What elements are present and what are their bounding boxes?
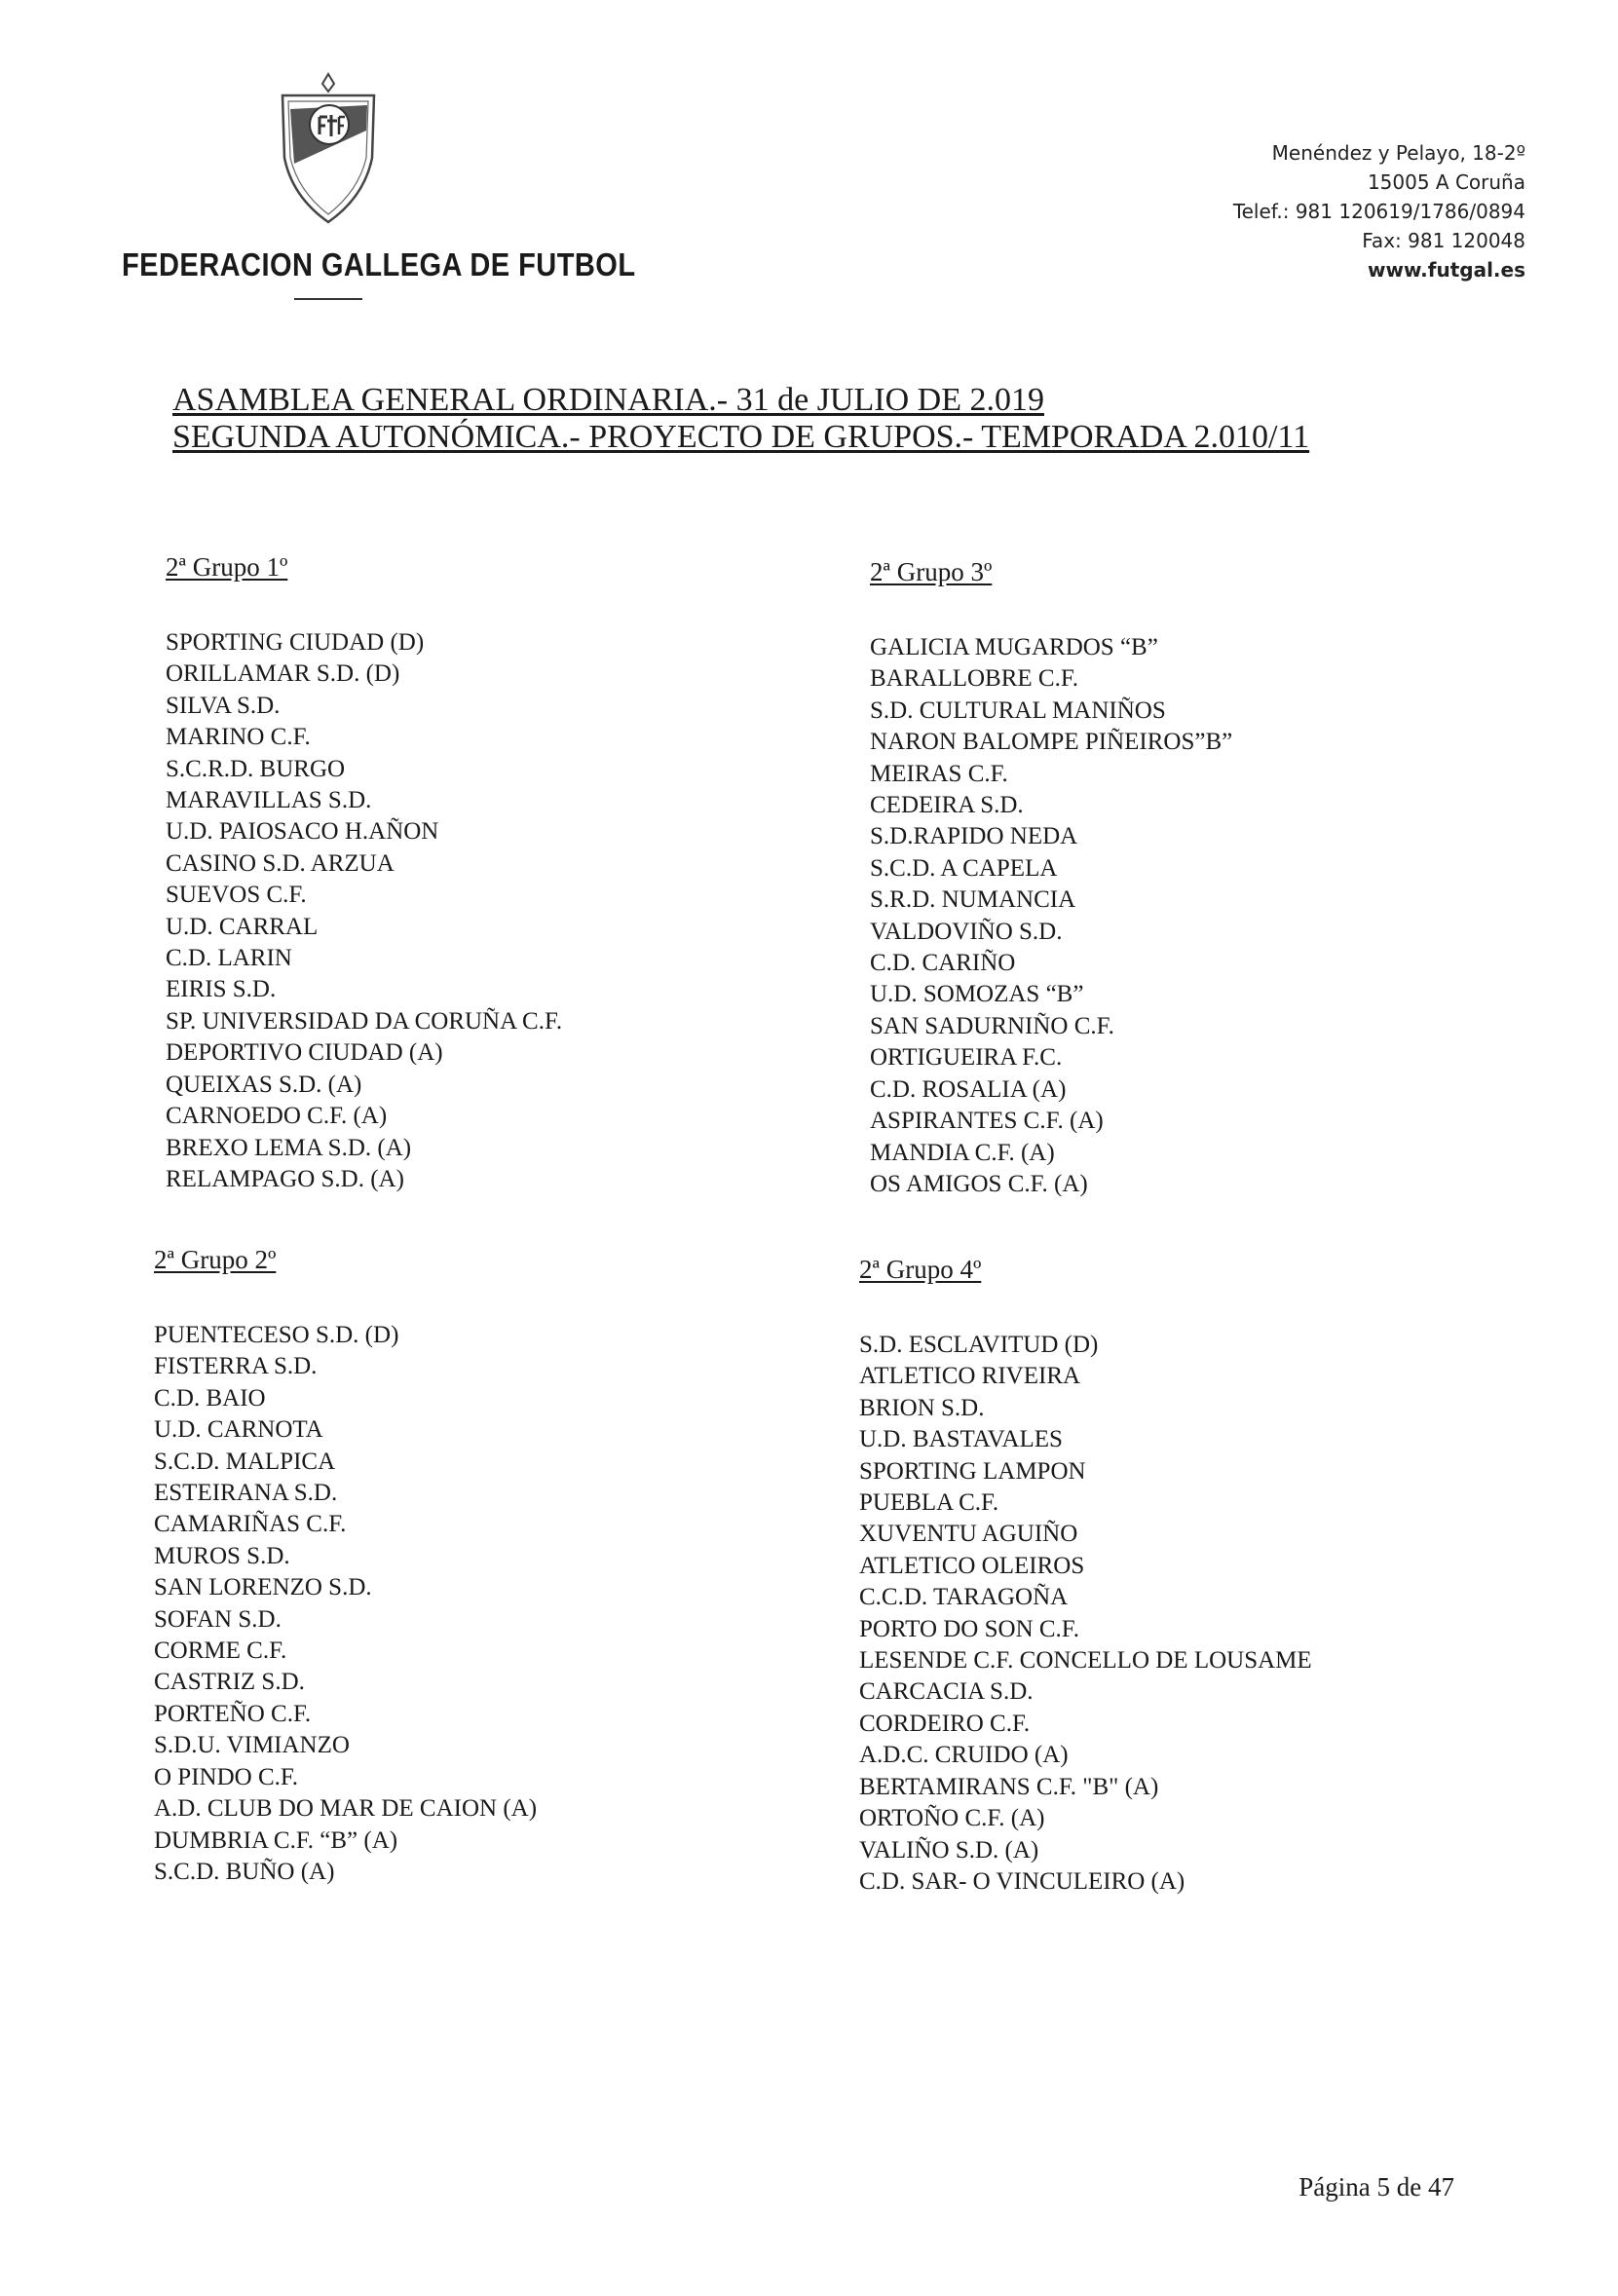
team-item: S.C.D. MALPICA	[154, 1448, 336, 1475]
address-city: 15005 A Coruña	[1367, 170, 1525, 194]
team-item: MUROS S.D.	[154, 1542, 290, 1569]
address-street: Menéndez y Pelayo, 18-2º	[1271, 141, 1525, 165]
team-item: SPORTING CIUDAD (D)	[166, 629, 425, 656]
organization-name-rule	[294, 298, 362, 300]
team-item: C.D. SAR- O VINCULEIRO (A)	[859, 1867, 1185, 1895]
team-item: SP. UNIVERSIDAD DA CORUÑA C.F.	[166, 1007, 563, 1035]
team-item: SILVA S.D.	[166, 692, 281, 719]
website-link[interactable]: www.futgal.es	[1368, 258, 1525, 282]
team-item: ORTOÑO C.F. (A)	[859, 1805, 1045, 1832]
team-item: C.C.D. TARAGOÑA	[859, 1584, 1069, 1611]
team-item: CARCACIA S.D.	[859, 1678, 1034, 1706]
team-item: C.D. LARIN	[166, 945, 292, 972]
team-item: MANDIA C.F. (A)	[870, 1139, 1055, 1166]
group-1-section	[166, 552, 562, 1195]
team-item: CASINO S.D. ARZUA	[166, 849, 395, 877]
team-item: A.D.C. CRUIDO (A)	[859, 1742, 1069, 1769]
group-2-team-list	[154, 1320, 537, 1888]
team-item: S.C.R.D. BURGO	[166, 755, 346, 782]
team-item: S.R.D. NUMANCIA	[870, 886, 1076, 914]
team-item: ESTEIRANA S.D.	[154, 1480, 338, 1507]
team-item: SAN SADURNIÑO C.F.	[870, 1012, 1114, 1039]
team-item: S.D. ESCLAVITUD (D)	[859, 1332, 1099, 1358]
group-4-section	[859, 1255, 1312, 1898]
team-item: S.C.D. A CAPELA	[870, 854, 1058, 882]
team-item: RELAMPAGO S.D. (A)	[166, 1165, 404, 1192]
team-item: BERTAMIRANS C.F. "B" (A)	[859, 1773, 1159, 1800]
team-item: ATLETICO OLEIROS	[859, 1552, 1085, 1579]
group-3-section	[870, 557, 1232, 1200]
address-phone: Telef.: 981 120619/1786/0894	[1232, 200, 1525, 223]
group-4-title: 2ª Grupo 4º	[859, 1255, 982, 1284]
team-item: S.D.U. VIMIANZO	[154, 1732, 350, 1759]
title-project: SEGUNDA AUTONÓMICA.- PROYECTO DE GRUPOS.- TEMPORADA 2.010/11	[172, 419, 1310, 455]
team-item: ATLETICO RIVEIRA	[859, 1363, 1081, 1390]
team-item: A.D. CLUB DO MAR DE CAION (A)	[154, 1795, 538, 1823]
group-1-title: 2ª Grupo 1º	[166, 552, 288, 582]
team-item: S.C.D. BUÑO (A)	[154, 1858, 335, 1885]
group-2-title: 2ª Grupo 2º	[154, 1245, 277, 1274]
team-item: BARALLOBRE C.F.	[870, 665, 1079, 693]
team-item: OS AMIGOS C.F. (A)	[870, 1170, 1088, 1197]
team-item: FISTERRA S.D.	[154, 1353, 318, 1380]
team-item: XUVENTU AGUIÑO	[859, 1521, 1078, 1548]
title-assembly: ASAMBLEA GENERAL ORDINARIA.- 31 de JULIO DE 2.019	[172, 382, 1044, 418]
group-3-title: 2ª Grupo 3º	[870, 557, 993, 586]
team-item: CARNOEDO C.F. (A)	[166, 1103, 388, 1130]
team-item: DUMBRIA C.F. “B” (A)	[154, 1826, 398, 1854]
team-item: MEIRAS C.F.	[870, 760, 1008, 787]
team-item: BRION S.D.	[859, 1394, 985, 1421]
team-item: SUEVOS C.F.	[166, 882, 307, 909]
team-item: QUEIXAS S.D. (A)	[166, 1071, 362, 1098]
team-item: PUEBLA C.F.	[859, 1489, 999, 1517]
team-item: C.D. ROSALIA (A)	[870, 1075, 1067, 1103]
group-3-team-list	[870, 632, 1232, 1200]
group-1-team-list	[166, 627, 562, 1195]
team-item: U.D. PAIOSACO H.AÑON	[166, 818, 439, 846]
team-item: GALICIA MUGARDOS “B”	[870, 634, 1158, 660]
team-item: S.D.RAPIDO NEDA	[870, 823, 1078, 850]
team-item: MARAVILLAS S.D.	[166, 787, 372, 814]
team-item: NARON BALOMPE PIÑEIROS”B”	[870, 729, 1233, 756]
team-item: CAMARIÑAS C.F.	[154, 1511, 347, 1538]
document-titles	[172, 382, 1309, 456]
team-item: VALIÑO S.D. (A)	[859, 1836, 1039, 1863]
team-item: PORTEÑO C.F.	[154, 1700, 312, 1727]
federation-shield-logo	[275, 70, 382, 226]
team-item: ORTIGUEIRA F.C.	[870, 1044, 1063, 1072]
group-4-team-list	[859, 1330, 1312, 1898]
team-item: LESENDE C.F. CONCELLO DE LOUSAME	[859, 1647, 1312, 1675]
team-item: ORILLAMAR S.D. (D)	[166, 660, 400, 688]
team-item: U.D. CARNOTA	[154, 1416, 323, 1444]
organization-name: FEDERACION GALLEGA DE FUTBOL	[122, 246, 636, 282]
contact-address-block	[1233, 138, 1525, 284]
team-item: EIRIS S.D.	[166, 976, 277, 1003]
team-item: CORME C.F.	[154, 1637, 287, 1665]
group-2-section	[154, 1245, 537, 1888]
team-item: S.D. CULTURAL MANIÑOS	[870, 696, 1166, 724]
team-item: PORTO DO SON C.F.	[859, 1615, 1079, 1642]
team-item: DEPORTIVO CIUDAD (A)	[166, 1039, 443, 1067]
team-item: C.D. CARIÑO	[870, 950, 1016, 977]
team-item: SOFAN S.D.	[154, 1605, 282, 1633]
team-item: CEDEIRA S.D.	[870, 792, 1024, 819]
team-item: SPORTING LAMPON	[859, 1457, 1086, 1485]
team-item: CORDEIRO C.F.	[859, 1710, 1031, 1737]
team-item: O PINDO C.F.	[154, 1763, 299, 1790]
team-item: C.D. BAIO	[154, 1384, 266, 1411]
address-fax: Fax: 981 120048	[1362, 229, 1525, 252]
team-item: MARINO C.F.	[166, 724, 311, 751]
team-item: ASPIRANTES C.F. (A)	[870, 1108, 1104, 1135]
team-item: PUENTECESO S.D. (D)	[154, 1322, 399, 1348]
team-item: U.D. BASTAVALES	[859, 1426, 1063, 1453]
team-item: U.D. CARRAL	[166, 913, 319, 940]
team-item: U.D. SOMOZAS “B”	[870, 981, 1084, 1008]
team-item: BREXO LEMA S.D. (A)	[166, 1134, 412, 1161]
team-item: CASTRIZ S.D.	[154, 1669, 305, 1696]
page-number: Página 5 de 47	[1298, 2172, 1454, 2202]
team-item: SAN LORENZO S.D.	[154, 1574, 372, 1601]
team-item: VALDOVIÑO S.D.	[870, 918, 1063, 945]
